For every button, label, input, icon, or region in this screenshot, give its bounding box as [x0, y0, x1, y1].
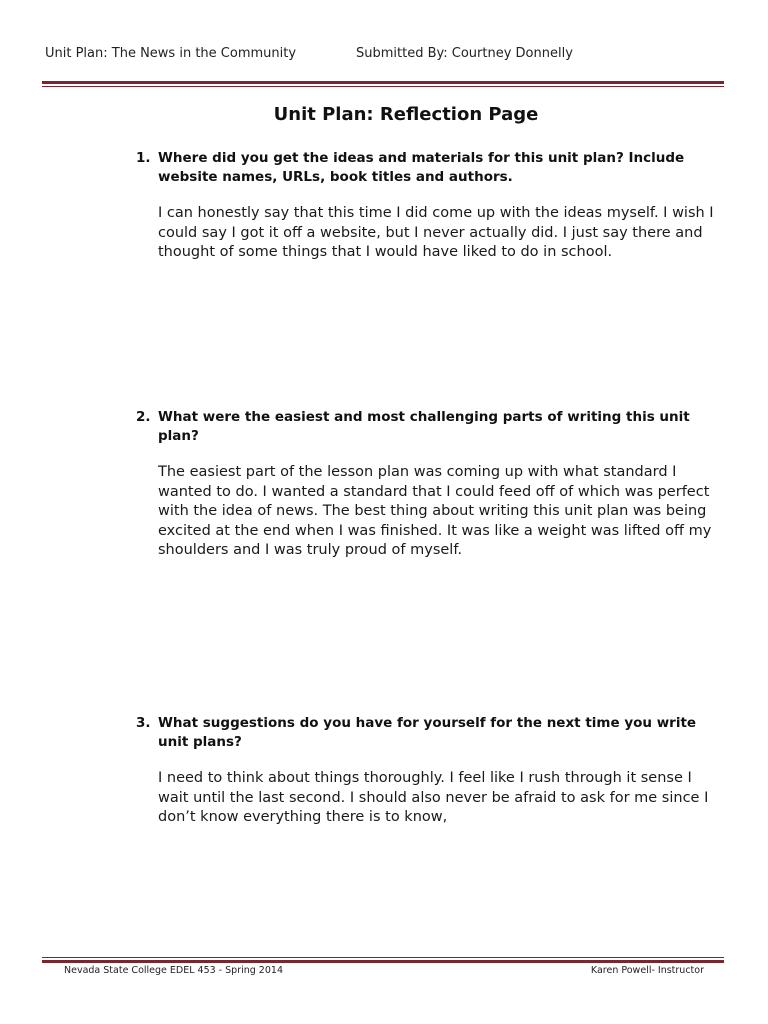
question-number: 1.: [136, 150, 151, 166]
page-header: [45, 46, 725, 66]
footer-course: Nevada State College EDEL 453 - Spring 2014: [64, 965, 283, 976]
page-title: Unit Plan: Reflection Page: [273, 104, 539, 125]
answer-2: The easiest part of the lesson plan was coming up with what standard I wanted to do. I wanted a standard that I could feed off of which was perfect with the idea of news. The best thing about writing this unit plan was being excited at the end when I was finished. It was like a weight was lifted off my shoulders and I was truly proud of myself.: [158, 464, 712, 559]
footer-instructor: Karen Powell- Instructor: [590, 965, 704, 976]
question-block-1: [136, 149, 726, 263]
footer-rule-thin: [42, 957, 724, 958]
question-block-3: [136, 714, 726, 828]
question-text: What were the easiest and most challenging parts of writing this unit plan?: [158, 409, 690, 444]
answer-1: I can honestly say that this time I did come up with the ideas myself. I wish I could say I got it off a website, but I never actually did. I just say there and thought of some things that I would have liked to do in school.: [158, 205, 714, 261]
question-block-2: [136, 408, 726, 561]
footer-rule-thick: [42, 960, 724, 963]
page-footer: [64, 965, 704, 979]
question-2: [136, 408, 726, 446]
question-text: What suggestions do you have for yourself for the next time you write unit plans?: [158, 715, 697, 750]
question-number: 3.: [136, 715, 151, 731]
question-number: 2.: [136, 409, 151, 425]
question-text: Where did you get the ideas and materials for this unit plan? Include website names, URLs, book titles and authors.: [158, 150, 685, 185]
question-1: [136, 149, 726, 187]
header-submitted-by: Submitted By: Courtney Donnelly: [356, 46, 573, 61]
header-rule-thin: [42, 86, 724, 87]
header-rule-thick: [42, 81, 724, 84]
question-3: [136, 714, 726, 752]
answer-3: I need to think about things thoroughly. I feel like I rush through it sense I wait until the last second. I should also never be afraid to ask for me since I don’t know everything there is to know,: [158, 770, 709, 826]
header-unit-title: Unit Plan: The News in the Community: [45, 46, 297, 61]
